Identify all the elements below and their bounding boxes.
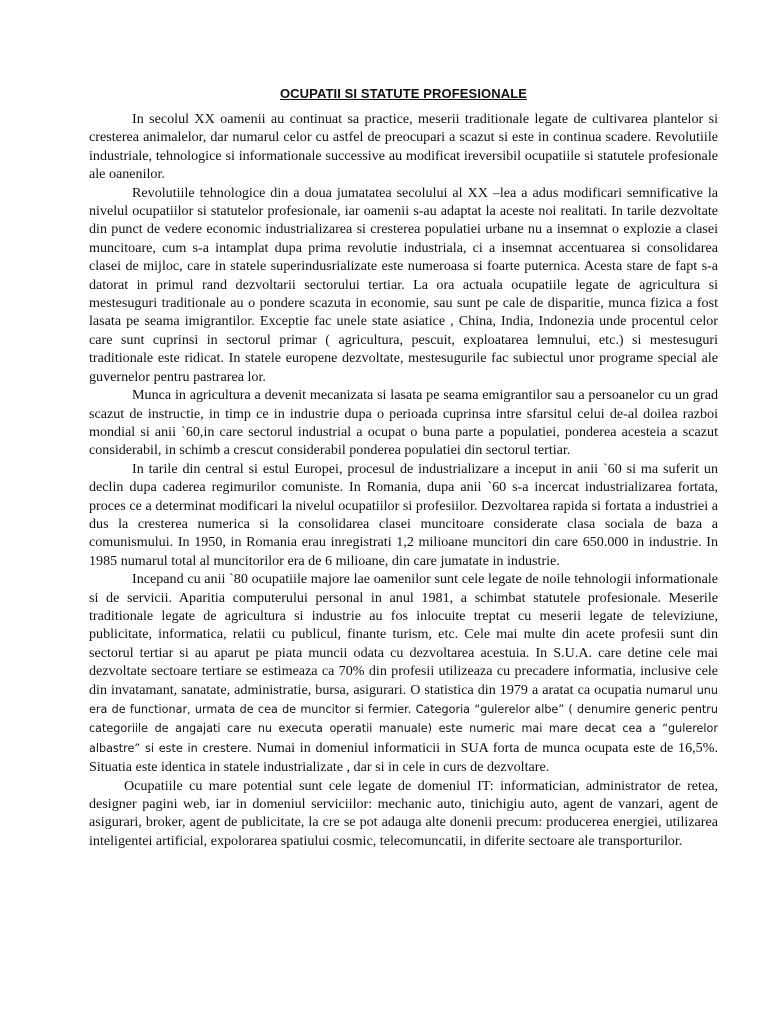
paragraph-2: Revolutiile tehnologice din a doua jumatatea secolului al XX –lea a adus modificari semnificative la nivelul ocupatiilor si statutelor profesionale, iar oamenii s-au adaptat la aceste noi realitati. In tarile dezvoltate din punct de vedere economic industrializarea si cresterea populatiei urbane nu a insemnat o explozie a clasei muncitoare, cum s-a intamplat dupa prima revolutie industriala, ci a insemnat accentuarea si consolidarea clasei de mijloc, care in statele superindusrializate este numeroasa si foarte puternica. Acesta stare de fapt s-a datorat in primul rand dezvoltarii sectorului tertiar. La ora actuala ocupatiile legate de agricultura si mestesuguri traditionale au o pondere scazuta in economie, sau sunt pe cale de disparitie, munca fizica a fost lasata pe seama imigrantilor. Exceptie fac unele state asiatice , China, India, Indonezia unde procentul celor care sunt cuprinsi in sectorul primar ( agricultura, pescuit, exploatarea lemnului, etc.) si mestesuguri traditionale este ridicat. In statele europene dezvoltate, mestesugurile fac subiectul unor programe special ale guvernelor pentru pastrarea lor. bbox=[89, 184, 718, 385]
paragraph-1: In secolul XX oamenii au continuat sa practice, meserii traditionale legate de cultivarea plantelor si cresterea animalelor, dar numarul celor cu astfel de preocupari a scazut si este in continua scadere. Revolutiile industriale, tehnologice si informationale successive au modificat ireversibil ocupatiile si statutele profesionale ale oanenilor. bbox=[89, 111, 718, 183]
paragraph-3: Munca in agricultura a devenit mecanizata si lasata pe seama emigrantilor sau a persoanelor cu un grad scazut de instructie, in timp ce in industrie dupa o perioada cuprinsa intre sfarsitul celui de-al doilea razboi mondial si anii `60,in care sectorul industrial a ocupat o buna parte a populatiei, ponderea acesteia a scazut considerabil, in schimb a crescut considerabil ponderea populatiei din sectorul tertiar. bbox=[89, 387, 718, 459]
paragraph-4: In tarile din central si estul Europei, procesul de industrializare a inceput in anii `60 si ma suferit un declin dupa caderea regimurilor comuniste. In Romania, dupa anii `60 s-a incercat industrializarea fortata, proces ce a determinat modificari la nivelul ocupatiilor si profesiilor. Dezvoltarea rapida si fortata a industriei a dus la cresterea numerica si la consolidarea clasei muncitoare considerate clasa sociala de baza a comunismului. In 1950, in Romania erau inregistrati 1,2 milioane muncitori din care 650.000 in industrie. In 1985 numarul total al muncitorilor era de 6 milioane, din care jumatate in industrie. bbox=[89, 460, 718, 569]
paragraph-6: Ocupatiile cu mare potential sunt cele legate de domeniul IT: informatician, administrator de retea, designer pagini web, iar in domeniul serviciilor: mechanic auto, tinichigiu auto, agent de vanzari, agent de asigurari, broker, agent de publicitate, la cre se pot adauga alte donenii precum: producerea energiei, utilizarea inteligentei artificial, expolorarea spatiului cosmic, telecomuncatii, in diferite sectoare ale transporturilor. bbox=[89, 777, 718, 849]
paragraph-5 bbox=[89, 570, 718, 776]
paragraph-5-text: Incepand cu anii `80 ocupatiile majore lae oamenilor sunt cele legate de noile tehnologii informationale si de servicii. Aparitia computerului personal in anul 1981, a schimbat statutele profesionale. Meserile traditionale legate de agricultura si industrie au fos inlocuite treptat cu meserii legate de televiziune, publicitate, informatica, relatii cu publicul, finante turism, etc. Cele mai multe din acete profesii sunt din sectorul tertiar si au aparut pe piata muncii odata cu dezvoltarea acestuia. In S.U.A. care detine cele mai dezvoltate sectoare tertiare se estimeaza ca 70% din profesii utilizeaza cu precadere informatia, inclusive cele din invatamant, sanatate, administratie, bursa, asigurari. O statistica din 1979 a aratat ca ocupatia bbox=[89, 571, 718, 698]
paragraph-5-sans-text: numarul unu era de functionar, urmata de cea de muncitor si fermier. Categoria “gulerelor albe” ( denumire generic pentru categoriile de angajati care nu executa operatii manuale) este numeric mai mare decat cea a “gulerelor albastre” si este in crestere. bbox=[89, 683, 718, 755]
document-title: OCUPATII SI STATUTE PROFESIONALE bbox=[279, 86, 528, 101]
paragraph-5-tail-text: Numai in domeniul informaticii in SUA forta de munca ocupata este de 16,5%. Situatia este identica in statele industrializate , dar si in cele in curs de dezvoltare. bbox=[89, 739, 718, 776]
